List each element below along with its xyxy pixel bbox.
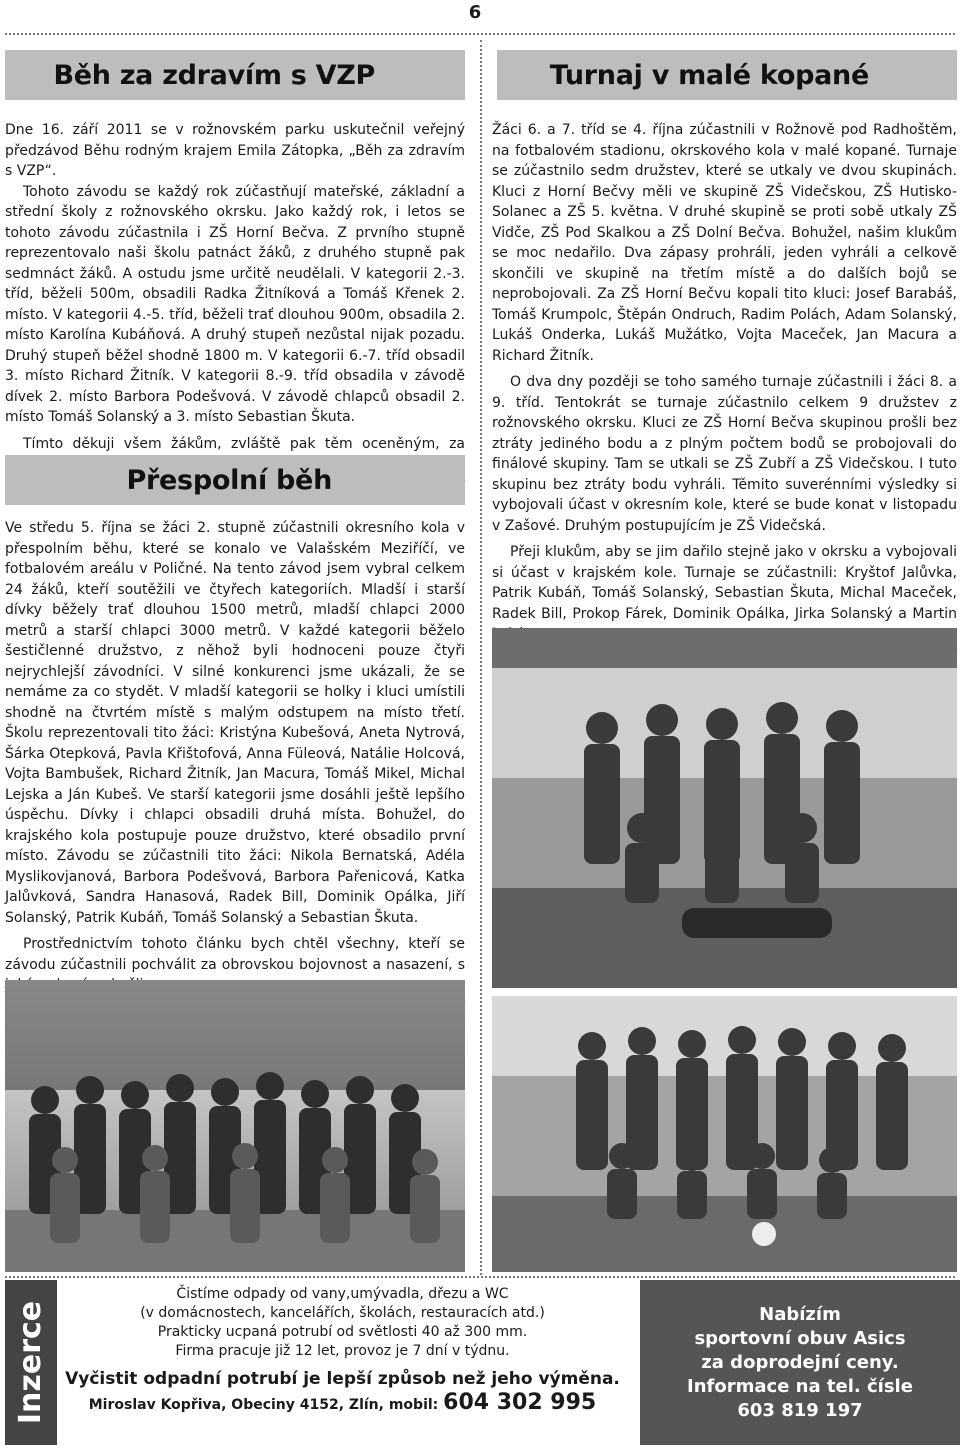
cross-article-title: Přespolní běh	[126, 464, 332, 496]
ad-line: Firma pracuje již 12 let, provoz je 7 dní v týdnu.	[175, 1343, 510, 1359]
top-divider	[5, 33, 955, 35]
right-paragraph: O dva dny později se toho samého turnaje zúčastnili i žáci 8. a 9. tříd. Tentokrát se turnaje zúčastnilo celkem 9 družstev z rožnovského okrsku. Kluci ze ZŠ Horní Bečva skupinou prošli bez ztráty jediného bodu a z plným počtem bodů se probojovali do finálové skupiny. Tam se utkali se ZŠ Zubří a ZŠ Videčskou. I tuto skupinu bez ztráty bodu vyhráli. Těmito suverénními výsledky si vybojovali účast v okresním kole, které se bude konat v listopadu v Zašové. Druhým postupujícím je ZŠ Videčská.	[492, 374, 957, 534]
cross-country-team-photo	[5, 980, 465, 1272]
left-paragraph: Dne 16. září 2011 se v rožnovském parku uskutečnil veřejný předzávod Běhu rodným krajem Emila Zátopka, „Běh za zdravím s VZP“.	[5, 122, 465, 179]
ad-drain-cleaning	[60, 1285, 625, 1445]
ad-right-phone: 603 819 197	[737, 1399, 863, 1421]
page-number: 6	[468, 2, 482, 23]
football-team-photo-younger	[492, 628, 957, 988]
cross-paragraph: Prostřednictvím tohoto článku bych chtěl všechny, kteří se závodu zúčastnili pochválit za obrovskou bojovnost a nasazení, s	[5, 936, 465, 973]
right-article-body	[492, 120, 957, 665]
ad-line: Prakticky ucpaná potrubí od světlosti 40 až 300 mm.	[157, 1324, 528, 1340]
ad-side-label-box	[5, 1280, 57, 1445]
left-paragraph: Tohoto závodu se každý rok zúčastňují mateřské, základní a střední školy z rožnovského okrsku. Jako každý rok, i letos se tohoto závodu zúčastnila i ZŠ Horní Bečva. Z prvního stupně reprezentovalo naši školu patnáct žáků, z druhého stupně pak sedmnáct žáků. A ostudu jsme určitě neudělali. V kategorii 2.-3. tříd, běželi 500m, obsadili Radka Žitníková a Tomáš Křenek 2. místo. V kategorii 4.-5. tříd, běželi trať dlouhou 900m, obsadila 2. místo Karolína Kubáňová. A druhý stupeň nezůstal nijak pozadu. Druhý stupeň běžel shodně 1800 m. V kategorii 6.-7. tříd obsadil 3. místo Richard Žitník. V kategorii 8.-9. tříd obsadila v závodě dívek 2. místo Barbora Podešvová. V závodě chlapců obsadil 2. místo Tomáš Solanský a 3. místo Sebastian Škuta.	[5, 183, 465, 425]
ad-side-label: Inzerce	[13, 1300, 49, 1425]
ad-phone: 604 302 995	[443, 1390, 597, 1415]
ad-divider	[5, 1276, 955, 1278]
right-article-title: Turnaj v malé kopané	[549, 59, 869, 91]
cross-paragraph: Ve středu 5. října se žáci 2. stupně zúčastnili okresního kola v přespolním běhu, které se konalo ve Valašském Meziříčí, ve fotbalovém areálu v Poličné. Na tento závod jsem vybral celkem 24 žáků, kteří soutěžili ve čtyřech kategoriích. Mladší i starší dívky běžely trať dlouhou 1500 metrů, mladší chlapci 2000 metrů a starší chlapci 3000 metrů. V každé kategorii běželo šestičlenné družstvo, z něhož byli hodnoceni pouze čtyři nejrychlejší závodníci. V silné konkurenci jsme ukázali, že se nemáme za co stydět. V mladší kategorii se holky i kluci umístili shodně na čtvrtém místě s malým odstupem na místo třetí. Školu reprezentovali tito žáci: Kristýna Kubešová, Aneta Nytrová, Šárka Otepková, Pavla Křištofová, Anna Füleová, Natálie Holcová, Vojta Bambušek, Richard Žitník, Jan Macura, Tomáš Mikel, Michal Lejska a Ján Kubeš. Ve starší kategorii jsme dosáhli ještě lepšího úspěchu. Dívky i chlapci obsadili druhá místa. Bohužel, do krajského kola postupuje pouze družstvo, které obsadilo první místo. Závodu se zúčastnili tito žáci: Nikola Bernatská, Adéla Myslikovjanová, Barbora Podešvová, Barbora Pařenicová, Katka Jalůvková, Sandra Hanasová, Radek Bill, Dominik Opálka, Jiří Solanský, Patrik Kubáň, Tomáš Solanský a Sebastian Škuta.	[5, 520, 465, 926]
cross-article-body	[5, 518, 465, 1016]
ad-right-line: za doprodejní ceny.	[701, 1351, 899, 1373]
ad-right-line: Nabízím	[759, 1303, 841, 1325]
football-team-photo-older	[492, 996, 957, 1272]
left-article-title: Běh za zdravím s VZP	[53, 59, 375, 91]
ad-right-line: sportovní obuv Asics	[694, 1327, 906, 1349]
ad-contact: Miroslav Kopřiva, Obeciny 4152, Zlín, mobil:	[88, 1397, 439, 1413]
ad-right-line: Informace na tel. čísle	[687, 1375, 913, 1397]
ad-asics-shoes	[640, 1280, 960, 1445]
ad-contact-line	[60, 1390, 625, 1415]
right-paragraph: Žáci 6. a 7. tříd se 4. října zúčastnili v Rožnově pod Radhoštěm, na fotbalovém stadionu, okrskového kola v malé kopané. Turnaje se zúčastnilo sedm družstev, které se utkaly ve dvou skupinách. Kluci z Horní Bečvy měli ve skupině ZŠ Videčskou, ZŠ Hutisko-Solanec a ZŠ 5. května. V druhé skupině se proti sobě utkaly ZŠ Vidče, ZŠ Pod Skalkou a ZŠ Dolní Bečva. Bohužel, našim klukům se moc nedařilo. Dva zápasy prohráli, jeden vyhráli a celkově skončili ve skupině na třetím místě a do dalších bojů se neprobojovali. Za ZŠ Horní Bečvu kopali tito kluci: Josef Barabáš, Tomáš Krumpolc, Štěpán Ondruch, Radim Polách, Adam Solanský, Lukáš Onderka, Lukáš Mužátko, Vojta Maceček, Jan Macura a Richard Žitník.	[492, 122, 957, 364]
right-title-bar	[497, 50, 957, 100]
ad-headline: Vyčistit odpadní potrubí je lepší způsob než jeho výměna.	[65, 1369, 620, 1389]
ad-line: Čistíme odpady od vany,umývadla, dřezu a WC	[176, 1286, 509, 1302]
ad-line: (v domácnostech, kancelářích, školách, restauracích atd.)	[140, 1305, 545, 1321]
right-paragraph: Přeji klukům, aby se jim dařilo stejně jako v okrsku a vybojovali si účast v krajském kole. Turnaje se zúčastnili: Kryštof Jalůvka, Patrik Kubáň, Tomáš Solanský, Sebastian Škuta, Michal Maceček, Radek Bill, Prokop Fárek, Dominik Opálka, Jirka Solanský a Martin	[492, 544, 957, 622]
cross-title-bar	[5, 455, 465, 505]
left-title-bar	[5, 50, 465, 100]
left-article-body	[5, 120, 465, 495]
column-divider	[480, 40, 482, 1275]
left-paragraph: Tímto děkuji všem žákům, zvláště pak těm oceněným, za	[23, 435, 465, 452]
